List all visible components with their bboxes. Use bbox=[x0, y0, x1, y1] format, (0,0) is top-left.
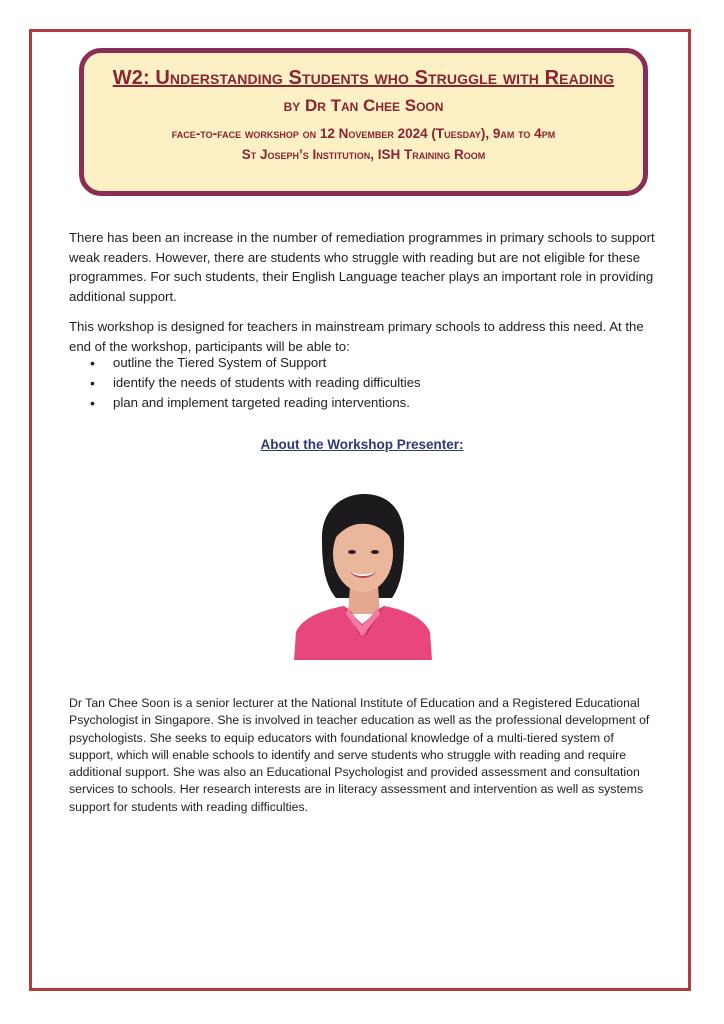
intro-paragraph-1: There has been an increase in the number of remediation programmes in primary schools to support weak readers. However, there are students who struggle with reading but are not eligible for these programmes. For such students, their English Language teacher plays an important role in providing additional support. bbox=[69, 230, 655, 304]
presenter-photo bbox=[292, 490, 433, 660]
objectives-list bbox=[90, 353, 421, 413]
workshop-schedule: face-to-face workshop on 12 November 2024 (Tuesday), 9am to 4pm bbox=[171, 126, 556, 141]
presenter-bio: Dr Tan Chee Soon is a senior lecturer at the National Institute of Education and a Registered Educational Psychologist in Singapore. She is involved in teacher education as well as the professional development of psychologists. She seeks to equip educators with foundational knowledge of a multi-tiered system of support, which will enable schools to identify and serve students who struggle with reading and require additional support. She was also an Educational Psychologist and provided assessment and consultation services to schools. Her research interests are in literacy assessment and intervention as well as systems support for students with reading difficulties. bbox=[69, 696, 650, 814]
presenter-line: by Dr Tan Chee Soon bbox=[283, 96, 444, 115]
list-item: • plan and implement targeted reading interventions. bbox=[90, 393, 421, 413]
presenter-portrait-illustration bbox=[292, 490, 433, 660]
intro-paragraph-2: This workshop is designed for teachers in mainstream primary schools to address this need. At the end of the workshop, participants will be able to: bbox=[69, 319, 644, 354]
workshop-title: W2: Understanding Students who Struggle with Reading bbox=[112, 67, 615, 89]
presenter-heading: About the Workshop Presenter: bbox=[260, 437, 464, 452]
list-item: • outline the Tiered System of Support bbox=[90, 353, 421, 373]
workshop-banner bbox=[79, 48, 648, 196]
list-item: • identify the needs of students with reading difficulties bbox=[90, 373, 421, 393]
workshop-venue: St Joseph’s Institution, ISH Training Room bbox=[241, 147, 486, 162]
